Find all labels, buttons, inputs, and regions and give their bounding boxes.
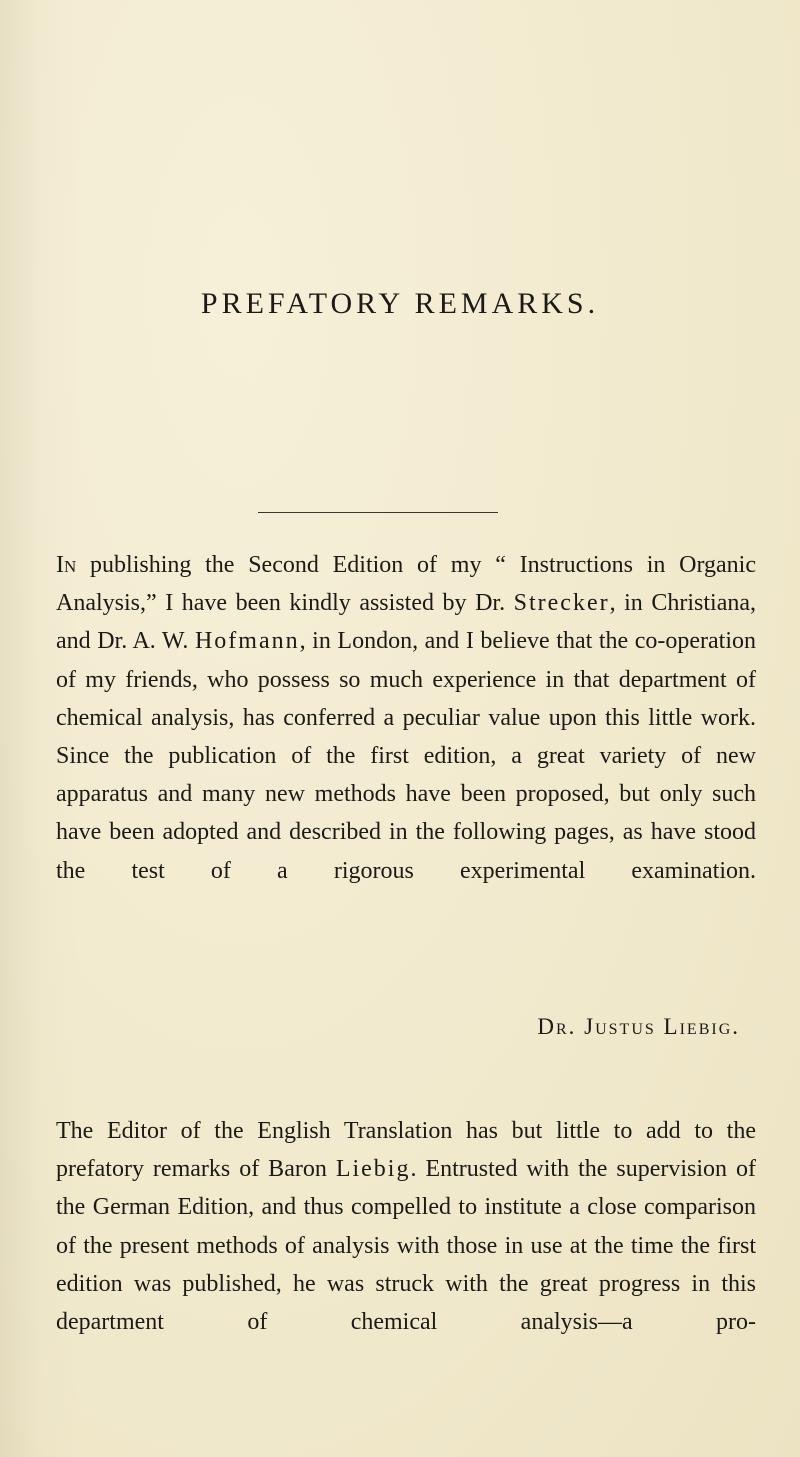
paragraph-2-name-liebig: Liebig bbox=[335, 1156, 411, 1183]
paragraph-1-text-1: publishing the Second Edition of my “ Instructions in Organic Analysis,” I have been kindly assisted by Dr. bbox=[56, 552, 756, 617]
paragraph-1-name-hofmann: Hofmann bbox=[194, 628, 300, 655]
paragraph-1-lead-in: In bbox=[56, 552, 77, 578]
title-divider bbox=[258, 512, 498, 513]
paragraph-1-text-2: , in Christiana, and Dr. A. W. bbox=[56, 590, 757, 655]
paragraph-2-text-1: The Editor of the English Translation has but little to add to the prefatory remarks of Baron bbox=[56, 1118, 756, 1183]
paragraph-1-text-3: , in London, and I believe that the co-operation of my friends, who possess so much experience in that department of chemical analysis, has conferred a peculiar value upon this little work. Since the publication of the first edition, a great variety of new apparatus and many new methods have been proposed, but only such have been adopted and described in the following pages, as have stood the test of a rigorous experimental examination. bbox=[56, 628, 756, 884]
page-title: PREFATORY REMARKS. bbox=[200, 287, 600, 320]
paragraph-2-text-2: . Entrusted with the supervision of the German Edition, and thus compelled to institute a close comparison of the present methods of analysis with those in use at the time the first edition was published, he was struck with the great progress in this department of chemical analysis—a pro- bbox=[56, 1156, 757, 1336]
paragraph-2 bbox=[56, 1112, 756, 1341]
paragraph-1-name-strecker: Strecker bbox=[513, 590, 610, 617]
paragraph-1 bbox=[56, 546, 756, 890]
author-signature: Dr. Justus Liebig. bbox=[537, 1014, 740, 1039]
